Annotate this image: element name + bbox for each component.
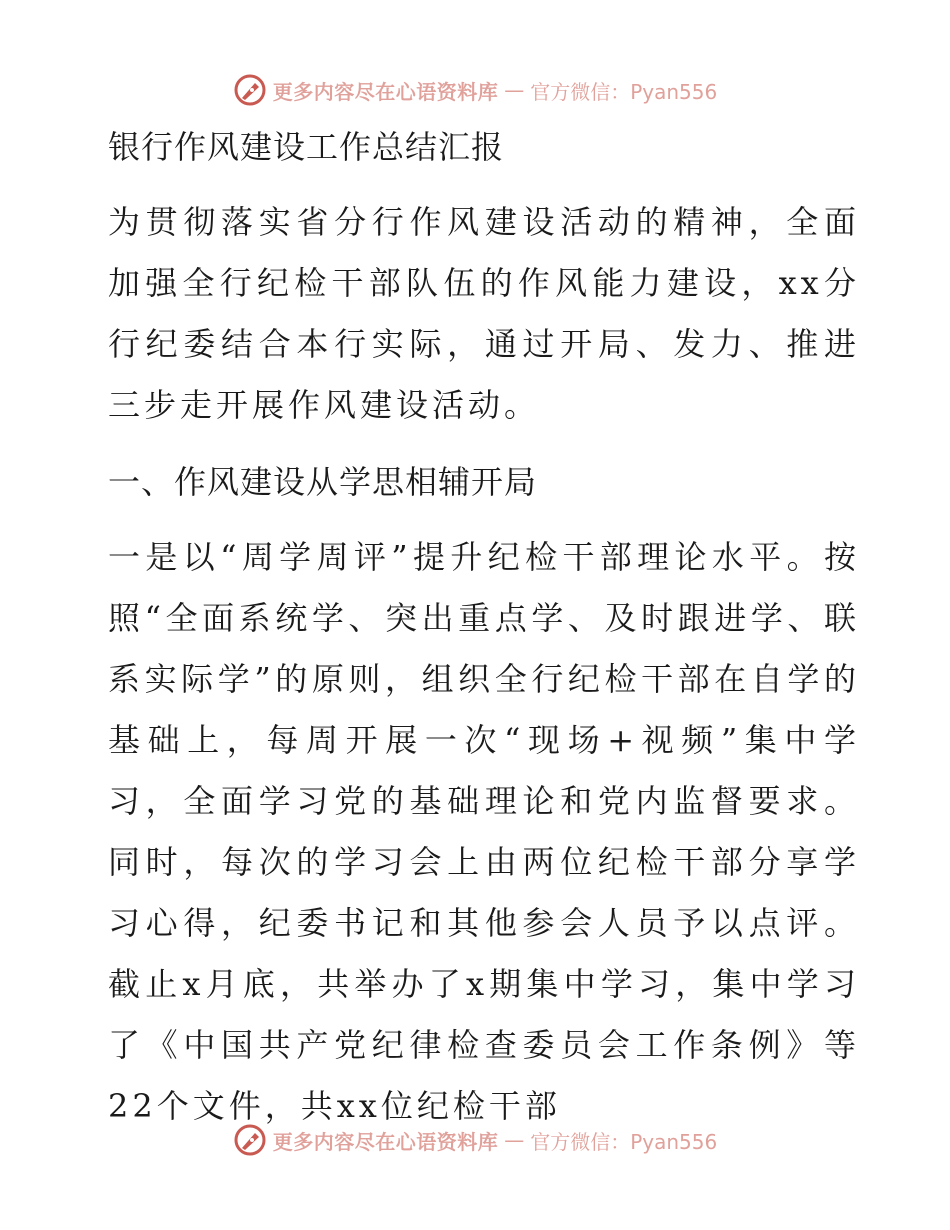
intro-paragraph: 为贯彻落实省分行作风建设活动的精神，全面加强全行纪检干部队伍的作风能力建设，xx分行纪委结合本行实际，通过开局、发力、推进三步走开展作风建设活动。 bbox=[108, 203, 860, 424]
watermark-text: 更多内容尽在心语资料库 bbox=[272, 79, 499, 104]
section-1-heading: 一、作风建设从学思相辅开局 bbox=[108, 463, 538, 501]
watermark-wechat: 官方微信：Pyan556 bbox=[530, 1129, 718, 1154]
pen-nib-logo-icon bbox=[233, 73, 267, 107]
watermark-dash: — bbox=[504, 1128, 525, 1152]
section-1-paragraph: 一是以“周学周评”提升纪检干部理论水平。按照“全面系统学、突出重点学、及时跟进学、联系实际学”的原则，组织全行纪检干部在自学的基础上，每周开展一次“现场+视频”集中学习，全面学习党的基础理论和党内监督要求。同时，每次的学习会上由两位纪检干部分享学习心得，纪委书记和其他参会人员予以点评。截止x月底，共举办了x期集中学习，集中学习了《中国共产党纪律检查委员会工作条例》等22个文件，共xx位纪检干部 bbox=[108, 538, 860, 1125]
watermark-dash: — bbox=[504, 78, 525, 102]
pen-nib-logo-icon bbox=[233, 1123, 267, 1157]
watermark-wechat: 官方微信：Pyan556 bbox=[530, 79, 718, 104]
document-body bbox=[100, 122, 860, 1137]
header-watermark-banner bbox=[0, 70, 950, 110]
watermark-text: 更多内容尽在心语资料库 bbox=[272, 1129, 499, 1154]
footer-watermark-content bbox=[233, 1123, 718, 1157]
footer-watermark-banner bbox=[0, 1120, 950, 1160]
document-title: 银行作风建设工作总结汇报 bbox=[108, 128, 505, 166]
header-watermark-content bbox=[233, 73, 718, 107]
